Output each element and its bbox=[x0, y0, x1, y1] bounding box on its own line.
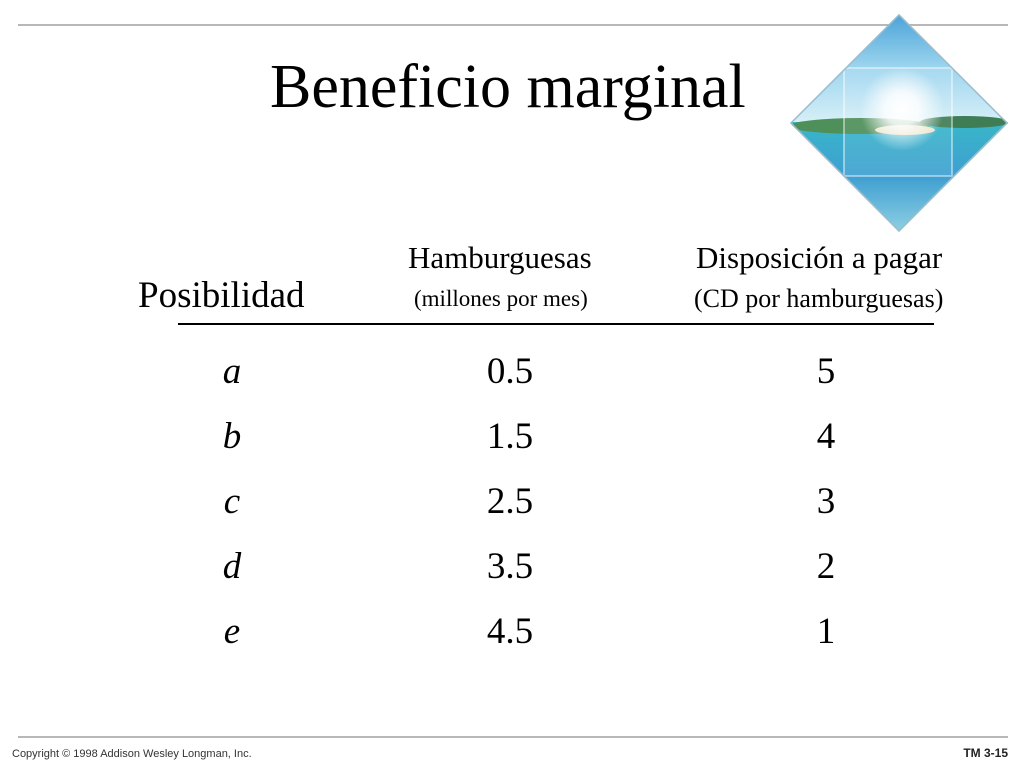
header-willingness-units: (CD por hamburguesas) bbox=[694, 284, 944, 313]
header-possibility: Posibilidad bbox=[138, 275, 305, 316]
hamburgers-cell: 0.5 bbox=[486, 351, 534, 392]
willingness-cell: 1 bbox=[816, 611, 836, 652]
table-row bbox=[0, 350, 1024, 410]
table-row bbox=[0, 545, 1024, 605]
slide-title: Beneficio marginal bbox=[270, 53, 746, 121]
header-rule bbox=[178, 323, 934, 325]
table-row bbox=[0, 480, 1024, 540]
table-row bbox=[0, 415, 1024, 475]
possibility-cell: d bbox=[222, 546, 242, 587]
willingness-cell: 5 bbox=[816, 351, 836, 392]
possibility-cell: c bbox=[223, 481, 241, 522]
possibility-cell: b bbox=[222, 416, 242, 457]
hamburgers-cell: 4.5 bbox=[486, 611, 534, 652]
header-hamburgers: Hamburguesas bbox=[408, 240, 592, 275]
hamburgers-cell: 2.5 bbox=[486, 481, 534, 522]
slide-number: TM 3-15 bbox=[963, 746, 1008, 760]
header-hamburgers-units: (millones por mes) bbox=[414, 286, 588, 311]
willingness-cell: 4 bbox=[816, 416, 836, 457]
hamburgers-cell: 1.5 bbox=[486, 416, 534, 457]
hamburgers-cell: 3.5 bbox=[486, 546, 534, 587]
bottom-rule bbox=[18, 736, 1008, 738]
possibility-cell: e bbox=[223, 611, 241, 652]
tropical-island-image bbox=[790, 14, 1008, 232]
copyright-notice: Copyright © 1998 Addison Wesley Longman, Inc. bbox=[12, 748, 252, 760]
header-willingness-to-pay: Disposición a pagar bbox=[696, 240, 943, 275]
table-row bbox=[0, 610, 1024, 670]
possibility-cell: a bbox=[222, 351, 242, 392]
willingness-cell: 2 bbox=[816, 546, 836, 587]
willingness-cell: 3 bbox=[816, 481, 836, 522]
